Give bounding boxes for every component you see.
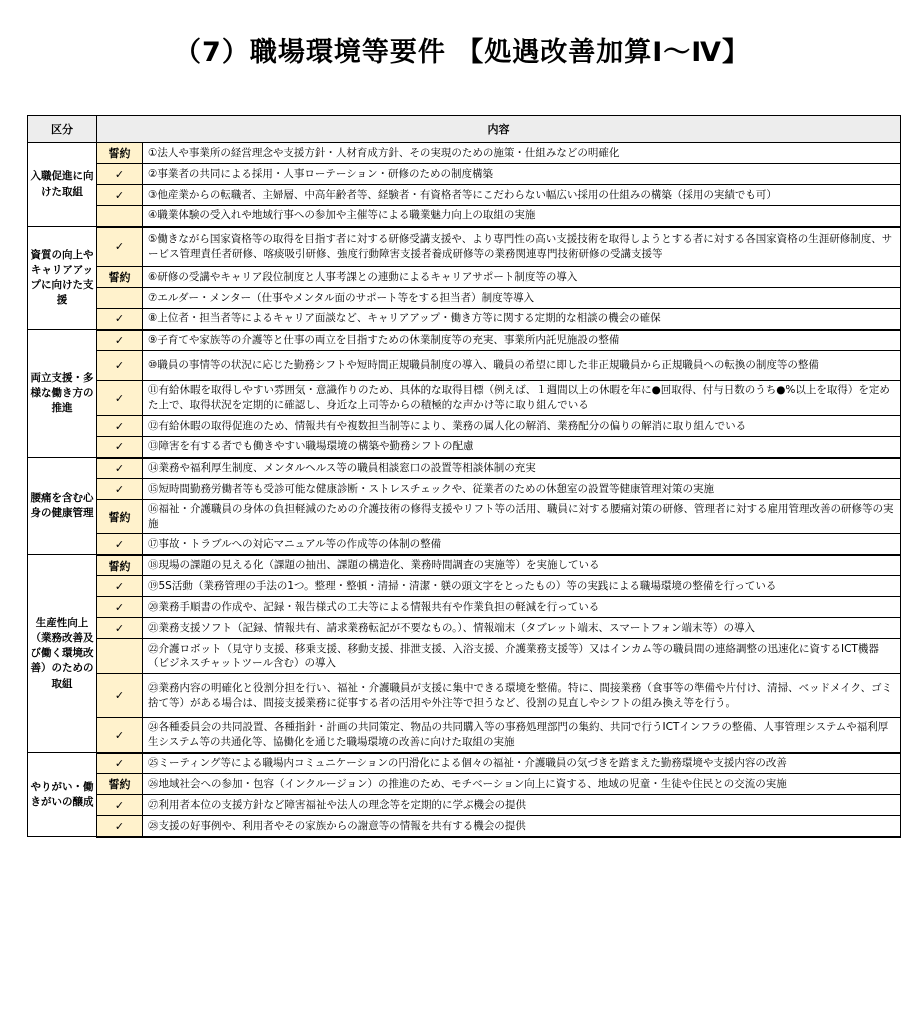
table-row — [28, 381, 901, 416]
table-row — [28, 597, 901, 618]
check-mark-icon: ✓ — [97, 164, 143, 185]
table-row — [28, 753, 901, 774]
content-cell: ㉓業務内容の明確化と役割分担を行い、福祉・介護職員が支援に集中できる環境を整備。特に、間接業務（食事等の準備や片付け、清掃、ベッドメイク、ゴミ捨て等）がある場合は、間接支援業務に従事する者の活用や外注等で担うなど、役割の見直しやシフトの組み換え等を行う。 — [143, 674, 901, 718]
check-mark-icon: ✓ — [97, 795, 143, 816]
mark-cell: 誓約 — [97, 555, 143, 576]
content-cell: ⑧上位者・担当者等によるキャリア面談など、キャリアアップ・働き方等に関する定期的な相談の機会の確保 — [143, 309, 901, 330]
check-mark-icon: ✓ — [97, 816, 143, 837]
content-cell: ⑮短時間勤務労働者等も受診可能な健康診断・ストレスチェックや、従業者のための休憩室の設置等健康管理対策の実施 — [143, 479, 901, 500]
content-cell: ⑰事故・トラブルへの対応マニュアル等の作成等の体制の整備 — [143, 534, 901, 555]
content-cell: ⑨子育てや家族等の介護等と仕事の両立を目指すための休業制度等の充実、事業所内託児施設の整備 — [143, 330, 901, 351]
page-title: （7）職場環境等要件 【処遇改善加算Ⅰ～Ⅳ】 — [174, 37, 750, 68]
content-cell: ③他産業からの転職者、主婦層、中高年齢者等、経験者・有資格者等にこだわらない幅広い採用の仕組みの構築（採用の実績でも可） — [143, 185, 901, 206]
table-row — [28, 555, 901, 576]
content-cell: ㉗利用者本位の支援方針など障害福祉や法人の理念等を定期的に学ぶ機会の提供 — [143, 795, 901, 816]
table-row — [28, 351, 901, 381]
table-row — [28, 143, 901, 164]
table-row — [28, 206, 901, 227]
category-cell: 入職促進に向けた取組 — [28, 143, 97, 227]
check-mark-icon: ✓ — [97, 351, 143, 381]
table-row — [28, 288, 901, 309]
mark-cell: 誓約 — [97, 267, 143, 288]
content-cell: ⑳業務手順書の作成や、記録・報告様式の工夫等による情報共有や作業負担の軽減を行っている — [143, 597, 901, 618]
table-row — [28, 437, 901, 458]
table-row — [28, 267, 901, 288]
mark-cell: 誓約 — [97, 143, 143, 164]
content-cell: ④職業体験の受入れや地域行事への参加や主催等による職業魅力向上の取組の実施 — [143, 206, 901, 227]
category-cell: やりがい・働きがいの醸成 — [28, 753, 97, 837]
content-cell: ⑩職員の事情等の状況に応じた勤務シフトや短時間正規職員制度の導入、職員の希望に即した非正規職員から正規職員への転換の制度等の整備 — [143, 351, 901, 381]
table-row — [28, 500, 901, 534]
mark-cell — [97, 639, 143, 674]
table-row — [28, 309, 901, 330]
table-row — [28, 816, 901, 837]
check-mark-icon: ✓ — [97, 576, 143, 597]
content-cell: ⑯福祉・介護職員の身体の負担軽減のための介護技術の修得支援やリフト等の活用、職員に対する腰痛対策の研修、管理者に対する雇用管理改善の研修等の実施 — [143, 500, 901, 534]
category-cell: 腰痛を含む心身の健康管理 — [28, 458, 97, 555]
content-cell: ⑤働きながら国家資格等の取得を目指す者に対する研修受講支援や、より専門性の高い支援技術を取得しようとする者に対する各国家資格の生涯研修制度、サービス管理責任者研修、喀痰吸引研修、強度行動障害支援者養成研修等の業務関連専門技術研修の受講支援等 — [143, 227, 901, 267]
check-mark-icon: ✓ — [97, 534, 143, 555]
check-mark-icon: ✓ — [97, 381, 143, 416]
table-row — [28, 330, 901, 351]
table-row — [28, 795, 901, 816]
check-mark-icon: ✓ — [97, 718, 143, 753]
table-row — [28, 416, 901, 437]
mark-cell — [97, 288, 143, 309]
table-row — [28, 458, 901, 479]
check-mark-icon: ✓ — [97, 618, 143, 639]
table-header-row — [28, 116, 901, 143]
table-row — [28, 534, 901, 555]
check-mark-icon: ✓ — [97, 330, 143, 351]
check-mark-icon: ✓ — [97, 185, 143, 206]
table-body — [28, 143, 901, 837]
content-cell: ⑲5S活動（業務管理の手法の1つ。整理・整頓・清掃・清潔・躾の頭文字をとったもの）等の実践による職場環境の整備を行っている — [143, 576, 901, 597]
mark-cell — [97, 206, 143, 227]
check-mark-icon: ✓ — [97, 479, 143, 500]
requirements-table — [27, 115, 901, 838]
check-mark-icon: ✓ — [97, 597, 143, 618]
table-row — [28, 618, 901, 639]
content-cell: ①法人や事業所の経営理念や支援方針・人材育成方針、その実現のための施策・仕組みなどの明確化 — [143, 143, 901, 164]
table-row — [28, 185, 901, 206]
mark-cell: 誓約 — [97, 500, 143, 534]
content-cell: ⑫有給休暇の取得促進のため、情報共有や複数担当制等により、業務の属人化の解消、業務配分の偏りの解消に取り組んでいる — [143, 416, 901, 437]
table-row — [28, 718, 901, 753]
check-mark-icon: ✓ — [97, 753, 143, 774]
content-cell: ⑪有給休暇を取得しやすい雰囲気・意識作りのため、具体的な取得目標（例えば、１週間以上の休暇を年に●回取得、付与日数のうち●%以上を取得）を定めた上で、取得状況を定期的に確認し、身近な上司等からの積極的な声かけ等に取り組んでいる — [143, 381, 901, 416]
table-row — [28, 639, 901, 674]
check-mark-icon: ✓ — [97, 437, 143, 458]
content-cell: ㉕ミーティング等による職場内コミュニケーションの円滑化による個々の福祉・介護職員の気づきを踏まえた勤務環境や支援内容の改善 — [143, 753, 901, 774]
content-cell: ⑬障害を有する者でも働きやすい職場環境の構築や勤務シフトの配慮 — [143, 437, 901, 458]
table-row — [28, 674, 901, 718]
category-cell: 両立支援・多様な働き方の推進 — [28, 330, 97, 458]
category-cell: 資質の向上やキャリアアップに向けた支援 — [28, 227, 97, 330]
table-row — [28, 164, 901, 185]
mark-cell: 誓約 — [97, 774, 143, 795]
table-row — [28, 479, 901, 500]
header-content: 内容 — [97, 116, 901, 143]
table-row — [28, 774, 901, 795]
content-cell: ㉖地域社会への参加・包容（インクルージョン）の推進のため、モチベーション向上に資する、地域の児童・生徒や住民との交流の実施 — [143, 774, 901, 795]
check-mark-icon: ✓ — [97, 458, 143, 479]
content-cell: ㉘支援の好事例や、利用者やその家族からの謝意等の情報を共有する機会の提供 — [143, 816, 901, 837]
check-mark-icon: ✓ — [97, 674, 143, 718]
content-cell: ㉔各種委員会の共同設置、各種指針・計画の共同策定、物品の共同購入等の事務処理部門の集約、共同で行うICTインフラの整備、人事管理システムや福利厚生システム等の共通化等、協働化を通じた職場環境の改善に向けた取組の実施 — [143, 718, 901, 753]
content-cell: ⑥研修の受講やキャリア段位制度と人事考課との連動によるキャリアサポート制度等の導入 — [143, 267, 901, 288]
content-cell: ②事業者の共同による採用・人事ローテーション・研修のための制度構築 — [143, 164, 901, 185]
content-cell: ㉒介護ロボット（見守り支援、移乗支援、移動支援、排泄支援、入浴支援、介護業務支援等）又はインカム等の職員間の連絡調整の迅速化に資するICT機器（ビジネスチャットツール含む）の導入 — [143, 639, 901, 674]
content-cell: ⑱現場の課題の見える化（課題の抽出、課題の構造化、業務時間調査の実施等）を実施している — [143, 555, 901, 576]
check-mark-icon: ✓ — [97, 416, 143, 437]
table-row — [28, 227, 901, 267]
content-cell: ㉑業務支援ソフト（記録、情報共有、請求業務転記が不要なもの。）、情報端末（タブレット端末、スマートフォン端末等）の導入 — [143, 618, 901, 639]
content-cell: ⑦エルダー・メンター（仕事やメンタル面のサポート等をする担当者）制度等導入 — [143, 288, 901, 309]
header-category: 区分 — [28, 116, 97, 143]
category-cell: 生産性向上（業務改善及び働く環境改善）のための取組 — [28, 555, 97, 753]
check-mark-icon: ✓ — [97, 309, 143, 330]
check-mark-icon: ✓ — [97, 227, 143, 267]
table-row — [28, 576, 901, 597]
content-cell: ⑭業務や福利厚生制度、メンタルヘルス等の職員相談窓口の設置等相談体制の充実 — [143, 458, 901, 479]
